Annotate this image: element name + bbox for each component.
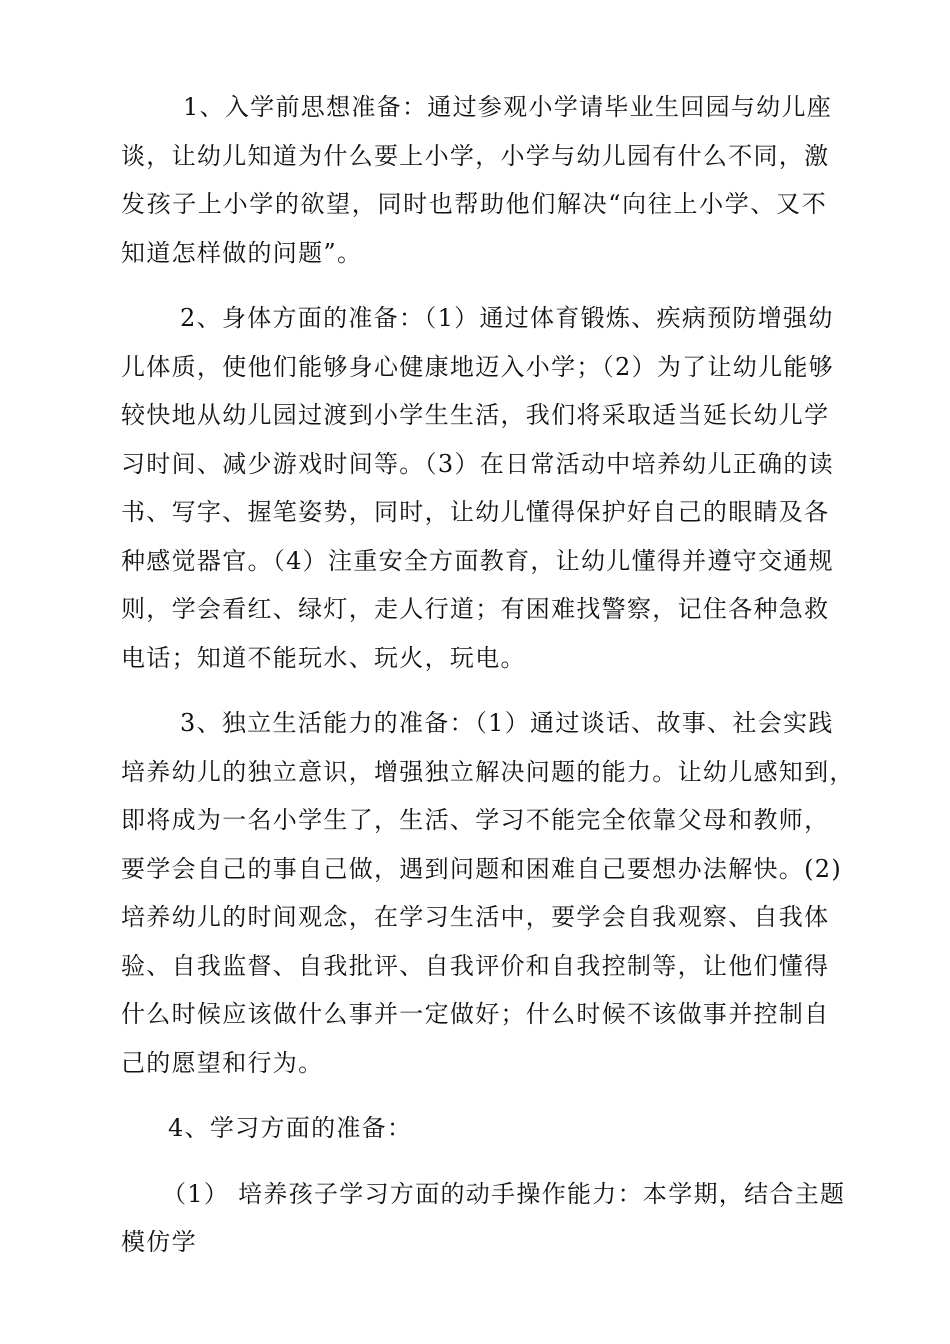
- text-line: 2、身体方面的准备：（1）通过体育锻炼、疾病预防增强幼: [180, 304, 834, 332]
- text-line: （1） 培养孩子学习方面的动手操作能力：本学期，结合主题: [162, 1179, 846, 1208]
- paragraph-thought-preparation: [121, 83, 833, 277]
- text-line: 儿体质，使他们能够身心健康地迈入小学；（2）为了让幼儿能够: [121, 352, 834, 381]
- text-line: 4、学习方面的准备：: [168, 1114, 413, 1142]
- paragraph-independence-preparation: [121, 699, 855, 1087]
- text-line: 己的愿望和行为。: [121, 1048, 324, 1077]
- text-line: 培养幼儿的独立意识，增强独立解决问题的能力。让幼儿感知到，: [121, 757, 855, 786]
- text-line: 种感觉器官。（4）注重安全方面教育，让幼儿懂得并遵守交通规: [121, 546, 834, 575]
- text-line: 则，学会看红、绿灯，走人行道；有困难找警察，记住各种急救: [121, 595, 830, 623]
- paragraph-physical-preparation: [121, 294, 834, 682]
- text-line: 习时间、减少游戏时间等。（3）在日常活动中培养幼儿正确的读: [121, 449, 834, 478]
- text-line: 什么时候应该做什么事并一定做好；什么时候不该做事并控制自: [121, 1000, 830, 1028]
- text-line: 模仿学: [121, 1228, 197, 1256]
- text-line: 谈，让幼儿知道为什么要上小学，小学与幼儿园有什么不同，激: [121, 141, 830, 170]
- text-line: 较快地从幼儿园过渡到小学生生活，我们将采取适当延长幼儿学: [121, 401, 830, 429]
- paragraph-learning-heading: [121, 1104, 827, 1153]
- text-line: 发孩子上小学的欲望，同时也帮助他们解决“向往上小学、又不: [121, 190, 827, 218]
- text-line: 知道怎样做的问题”。: [121, 238, 363, 267]
- text-line: 培养幼儿的时间观念，在学习生活中，要学会自我观察、自我体: [121, 903, 830, 931]
- document-page: [121, 83, 855, 1284]
- text-line: 1、入学前思想准备：通过参观小学请毕业生回园与幼儿座: [183, 93, 833, 121]
- text-line: 3、独立生活能力的准备：（1）通过谈话、故事、社会实践: [180, 709, 834, 737]
- text-line: 验、自我监督、自我批评、自我评价和自我控制等，让他们懂得: [121, 951, 830, 980]
- paragraph-learning-item-1: [121, 1170, 846, 1267]
- text-line: 书、写字、握笔姿势，同时，让幼儿懂得保护好自己的眼睛及各: [121, 498, 830, 526]
- text-line: 要学会自己的事自己做，遇到问题和困难自己要想办法解快。(2): [121, 854, 842, 883]
- text-line: 电话；知道不能玩水、玩火，玩电。: [121, 643, 526, 672]
- text-line: 即将成为一名小学生了，生活、学习不能完全依靠父母和教师，: [121, 806, 830, 834]
